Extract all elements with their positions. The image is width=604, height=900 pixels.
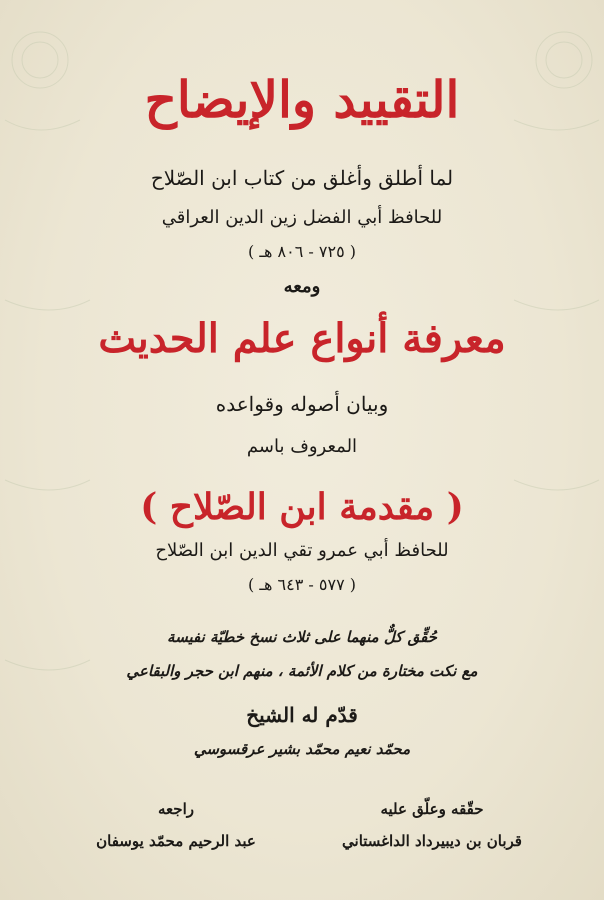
author-2-dates: ( ٥٧٧ - ٦٤٣ هـ ) <box>247 575 356 594</box>
editor-credit <box>322 800 542 860</box>
author-1-dates: ( ٧٢٥ - ٨٠٦ هـ ) <box>247 242 356 261</box>
edition-note-1: حُقِّق كلٌّ منهما على ثلاث نسخ خطيّة نفيسة <box>167 628 437 646</box>
reviewer-credit <box>66 800 286 860</box>
reviewer-role: راجعه <box>158 800 194 818</box>
editor-name: قربان بن ديبيرداد الداغستاني <box>342 832 522 850</box>
known-as-label: المعروف باسم <box>246 436 358 457</box>
with-label: ومعه <box>283 276 321 297</box>
second-subtitle: وبيان أصوله وقواعده <box>215 392 389 416</box>
second-title: معرفة أنواع علم الحديث <box>98 315 506 362</box>
editor-role: حقّقه وعلّق عليه <box>380 800 484 818</box>
introduction-label: قدّم له الشيخ <box>246 703 358 727</box>
edition-note-2: مع نكت مختارة من كلام الأئمة ، منهم ابن حجر والبقاعي <box>126 662 478 680</box>
reviewer-name: عبد الرحيم محمّد يوسفان <box>96 832 256 850</box>
third-title: ( مقدمة ابن الصّلاح ) <box>140 486 464 528</box>
author-2: للحافظ أبي عمرو تقي الدين ابن الصّلاح <box>155 540 449 561</box>
main-title: التقييد والإيضاح <box>144 70 460 129</box>
main-subtitle: لما أطلق وأغلق من كتاب ابن الصّلاح <box>150 166 454 190</box>
author-1: للحافظ أبي الفضل زين الدين العراقي <box>161 207 443 228</box>
presenter-name: محمّد نعيم محمّد بشير عرقسوسي <box>193 740 411 758</box>
